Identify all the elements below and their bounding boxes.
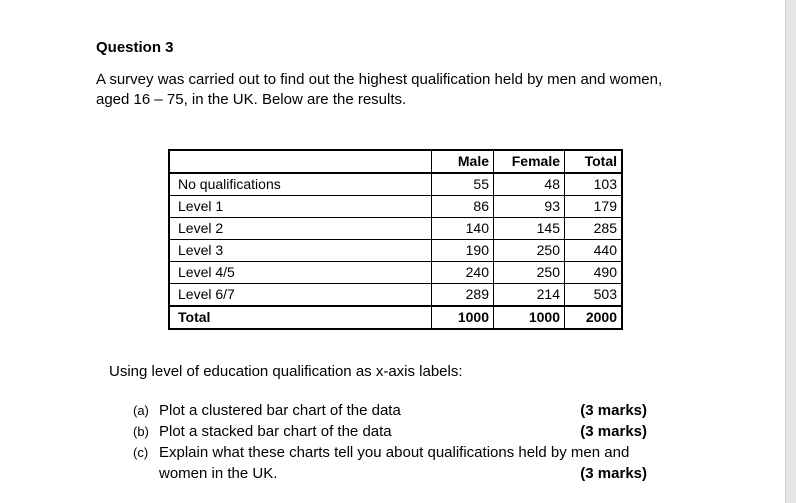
part-marks: (3 marks) (580, 402, 647, 419)
male-value: 140 (432, 218, 494, 240)
part-c (133, 442, 661, 484)
page-edge (785, 0, 796, 503)
part-marks: (3 marks) (580, 423, 647, 440)
question-intro: A survey was carried out to find out the highest qualification held by men and women, aged 16 – 75, in the UK. Below are the results. (96, 71, 663, 108)
table-header-row (169, 150, 622, 173)
male-value: 86 (432, 196, 494, 218)
table-row (169, 262, 622, 284)
header-total: Total (565, 150, 623, 173)
male-value: 55 (432, 173, 494, 196)
female-value: 48 (494, 173, 565, 196)
part-a (133, 400, 661, 421)
male-total: 1000 (432, 306, 494, 329)
header-female: Female (494, 150, 565, 173)
row-label: Level 6/7 (169, 284, 432, 307)
female-value: 250 (494, 262, 565, 284)
table-row (169, 173, 622, 196)
header-blank-cell (169, 150, 432, 173)
question-parts (133, 400, 661, 484)
female-value: 250 (494, 240, 565, 262)
question-title: Question 3 (96, 39, 174, 56)
total-value: 179 (565, 196, 623, 218)
instruction-text: Using level of education qualification as x-axis labels: (109, 363, 463, 380)
total-value: 285 (565, 218, 623, 240)
female-total: 1000 (494, 306, 565, 329)
table-row (169, 196, 622, 218)
table-total-row (169, 306, 622, 329)
part-text: Explain what these charts tell you about qualifications held by men and women in the UK. (159, 444, 630, 482)
grand-total: 2000 (565, 306, 623, 329)
part-text: Plot a clustered bar chart of the data (159, 402, 401, 419)
total-row-label: Total (169, 306, 432, 329)
part-text: Plot a stacked bar chart of the data (159, 423, 392, 440)
row-label: Level 3 (169, 240, 432, 262)
part-letter: (a) (133, 403, 149, 418)
total-value: 503 (565, 284, 623, 307)
part-b (133, 421, 661, 442)
male-value: 240 (432, 262, 494, 284)
row-label: Level 1 (169, 196, 432, 218)
results-table (168, 149, 623, 330)
part-marks: (3 marks) (580, 465, 647, 482)
header-male: Male (432, 150, 494, 173)
female-value: 145 (494, 218, 565, 240)
male-value: 289 (432, 284, 494, 307)
female-value: 93 (494, 196, 565, 218)
part-letter: (b) (133, 424, 149, 439)
male-value: 190 (432, 240, 494, 262)
table-row (169, 218, 622, 240)
row-label: No qualifications (169, 173, 432, 196)
row-label: Level 4/5 (169, 262, 432, 284)
total-value: 440 (565, 240, 623, 262)
part-letter: (c) (133, 445, 149, 460)
table-row (169, 284, 622, 307)
total-value: 490 (565, 262, 623, 284)
female-value: 214 (494, 284, 565, 307)
row-label: Level 2 (169, 218, 432, 240)
table-row (169, 240, 622, 262)
total-value: 103 (565, 173, 623, 196)
